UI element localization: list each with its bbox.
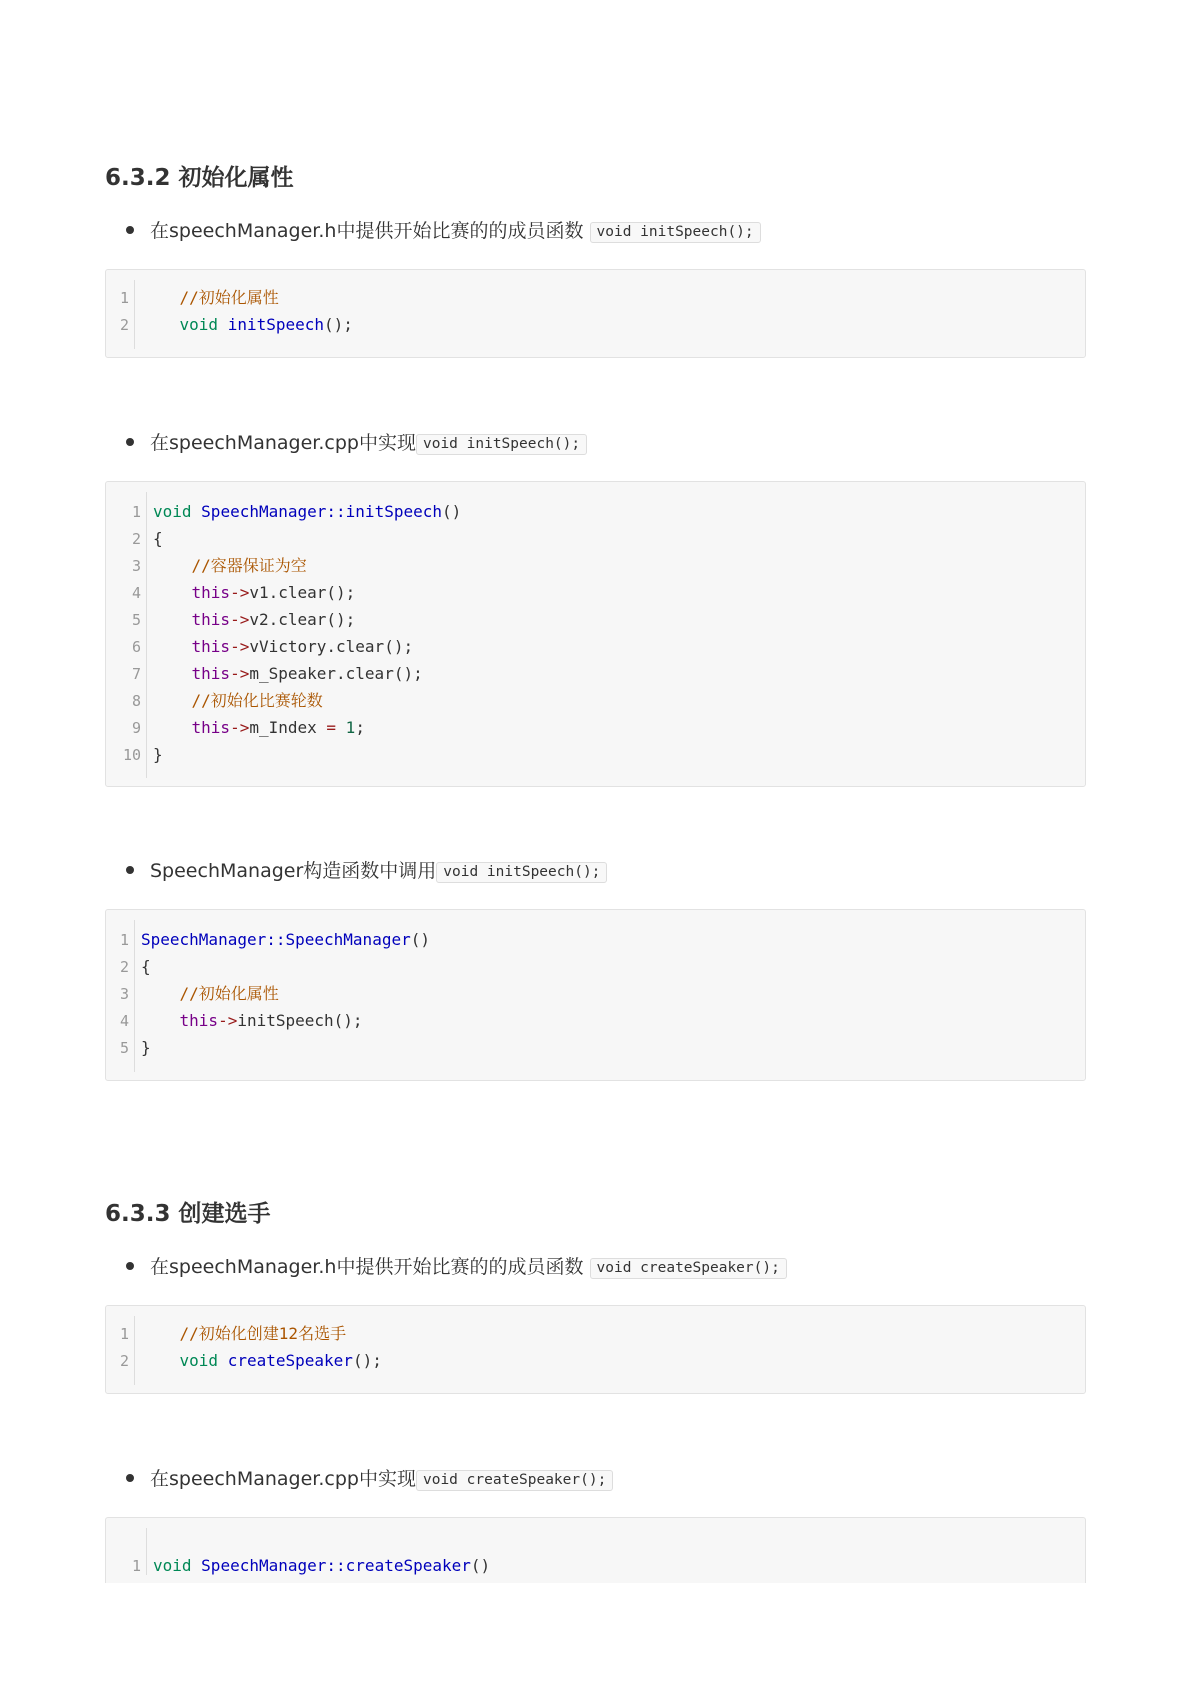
code-line [106,633,413,660]
line-number: 1 [131,503,141,521]
code-token: SpeechManager::createSpeaker [201,1556,471,1575]
inline-code: void initSpeech(); [436,862,607,883]
code-token: void [153,1556,192,1575]
code-text [153,583,355,602]
code-token: } [153,745,163,764]
code-text [141,1324,346,1343]
bullet-dot-icon [126,866,134,874]
code-token [153,583,192,602]
code-block [105,481,1086,787]
code-token: this [191,664,231,683]
line-number: 1 [119,1325,129,1343]
code-token: void [153,502,192,521]
code-token [336,718,346,737]
line-number: 2 [131,530,141,548]
code-text [153,745,163,764]
line-number: 10 [122,746,141,764]
code-token: = [326,718,337,737]
code-token [153,637,192,656]
code-text [141,315,353,334]
code-token: -> [230,583,250,602]
code-token: initSpeech(); [237,1011,363,1030]
code-line [106,525,163,552]
code-line [106,606,355,633]
line-number: 6 [131,638,141,656]
code-token: { [141,957,151,976]
code-token: this [191,583,231,602]
code-token [218,1351,228,1370]
bullet-text: 在speechManager.cpp中实现 [150,1468,416,1490]
code-token: void [179,315,219,334]
code-token: this [191,718,231,737]
bullet-dot-icon [126,1474,134,1482]
code-token [153,556,192,575]
code-line [106,498,461,525]
code-line [106,579,355,606]
code-line [106,926,430,953]
line-number: 3 [131,557,141,575]
code-token [153,664,192,683]
code-text [141,957,151,976]
inline-code: void initSpeech(); [416,434,587,455]
code-token: SpeechManager::initSpeech [201,502,442,521]
code-token: //初始化创建12名选手 [179,1324,347,1343]
code-token [192,502,202,521]
line-number: 5 [119,1039,129,1057]
line-number: 2 [119,1352,129,1370]
line-number: 7 [131,665,141,683]
code-token [141,315,180,334]
code-token [141,1351,180,1370]
code-token: SpeechManager::SpeechManager [141,930,411,949]
section-title-6-3-3: 6.3.3 创建选手 [105,1201,271,1227]
line-number: 2 [119,316,129,334]
inline-code: void createSpeaker(); [590,1258,787,1279]
code-token: -> [230,664,250,683]
code-line [106,1034,151,1061]
code-token: ; [355,718,365,737]
code-token: //初始化比赛轮数 [191,691,323,710]
code-token: () [410,930,430,949]
code-text [141,984,279,1003]
code-token: createSpeaker [227,1351,353,1370]
code-token: { [153,529,163,548]
code-line [106,980,279,1007]
code-token: m_Index [249,718,327,737]
code-token: 1 [345,718,356,737]
code-text [153,556,307,575]
code-token: v2.clear(); [249,610,356,629]
code-token: void [179,1351,219,1370]
code-block [105,909,1086,1081]
code-text [141,1351,382,1370]
line-number: 8 [131,692,141,710]
line-number: 1 [119,931,129,949]
code-token: -> [230,637,250,656]
code-token: //容器保证为空 [191,556,307,575]
bullet-item [120,216,761,246]
code-token: vVictory.clear(); [249,637,414,656]
bullet-text: 在speechManager.cpp中实现 [150,432,416,454]
code-token: -> [218,1011,238,1030]
code-token [141,288,180,307]
code-block [105,1517,1086,1583]
bullet-item [120,428,587,458]
code-token: () [470,1556,491,1575]
code-line [106,552,307,579]
code-token: //初始化属性 [179,288,279,307]
line-number: 1 [119,289,129,307]
code-text [141,1038,151,1057]
bullet-dot-icon [126,1262,134,1270]
bullet-text: 在speechManager.h中提供开始比赛的的成员函数 [150,1256,590,1278]
code-token [218,315,228,334]
line-number: 3 [119,985,129,1003]
code-token: (); [324,315,353,334]
code-token: } [141,1038,151,1057]
inline-code: void initSpeech(); [590,222,761,243]
code-token [153,718,192,737]
code-text [153,637,413,656]
code-token: m_Speaker.clear(); [249,664,423,683]
line-number: 2 [119,958,129,976]
code-token: //初始化属性 [179,984,279,1003]
code-token: -> [230,610,250,629]
bullet-text: 在speechManager.h中提供开始比赛的的成员函数 [150,220,590,242]
code-block [105,1305,1086,1394]
bullet-dot-icon [126,226,134,234]
bullet-item [120,1464,613,1494]
code-line [106,714,365,741]
code-text [153,691,323,710]
code-text [153,502,461,521]
line-number: 4 [119,1012,129,1030]
code-token [192,1556,202,1575]
bullet-item [120,856,607,886]
code-line [106,741,163,768]
bullet-text: SpeechManager构造函数中调用 [150,860,437,882]
code-text [153,718,365,737]
code-token: (); [352,1351,382,1370]
bullet-dot-icon [126,438,134,446]
code-line [106,1320,346,1347]
code-line [106,1552,490,1579]
code-text [141,1011,363,1030]
code-block [105,269,1086,358]
code-token [141,1011,180,1030]
code-line [106,311,353,338]
code-token [141,1324,180,1343]
code-line [106,284,279,311]
bullet-item [120,1252,787,1282]
code-token: this [179,1011,219,1030]
code-token: this [191,637,231,656]
line-number: 1 [131,1557,141,1575]
code-line [106,1347,382,1374]
code-line [106,953,151,980]
line-number: 9 [131,719,141,737]
code-text [141,288,279,307]
code-token [153,610,192,629]
code-text [153,529,163,548]
inline-code: void createSpeaker(); [416,1470,613,1491]
code-token: () [442,502,462,521]
code-line [106,660,423,687]
code-token: -> [230,718,250,737]
code-text [153,664,423,683]
code-token: this [191,610,231,629]
code-token: v1.clear(); [249,583,356,602]
code-line [106,687,323,714]
line-number: 4 [131,584,141,602]
code-text [141,930,430,949]
section-title-6-3-2: 6.3.2 初始化属性 [105,165,294,191]
code-token [153,691,192,710]
code-line [106,1007,363,1034]
code-text [153,610,355,629]
code-token: initSpeech [227,315,325,334]
code-text [153,1556,490,1575]
line-number: 5 [131,611,141,629]
code-token [141,984,180,1003]
